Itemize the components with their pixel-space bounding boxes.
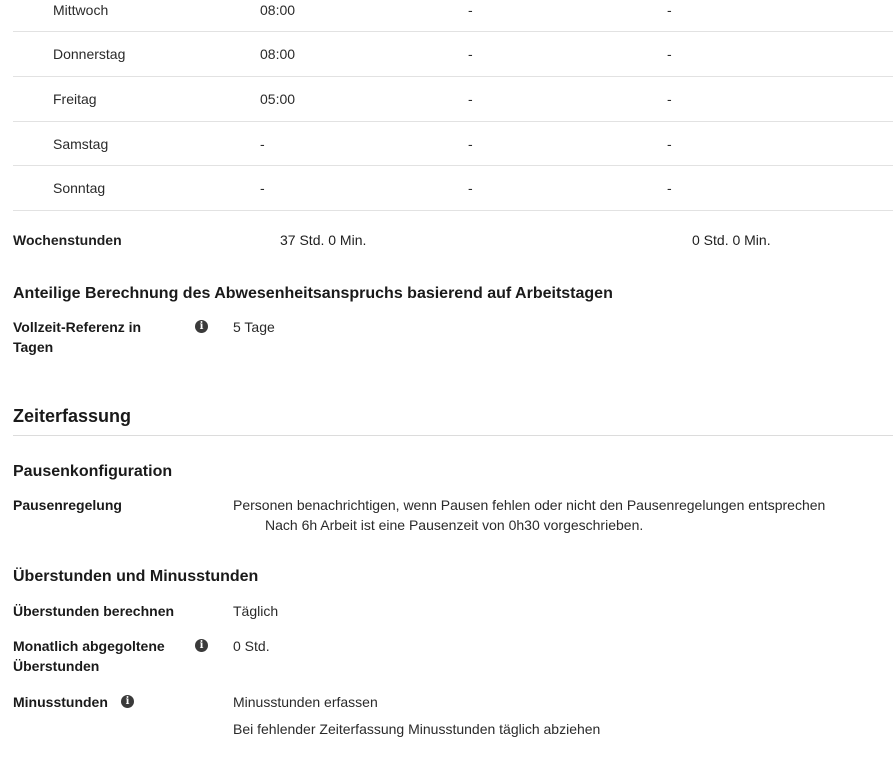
- section-divider: [13, 435, 893, 436]
- monthly-overtime-value: 0 Std.: [233, 638, 270, 654]
- fulltime-reference-label-line1: Vollzeit-Referenz in: [13, 319, 142, 335]
- monthly-overtime-label: [13, 636, 165, 676]
- hours-value: 08:00: [260, 46, 296, 62]
- table-row: [13, 32, 893, 77]
- col3-value: -: [667, 91, 672, 107]
- col2-value: -: [468, 135, 473, 152]
- table-row: [13, 166, 893, 211]
- overtime-calc-label: Überstunden berechnen: [13, 603, 175, 619]
- break-rule-detail: Nach 6h Arbeit ist eine Pausenzeit von 0h30 vorgeschrieben.: [265, 517, 644, 533]
- section-title-time-tracking: Zeiterfassung: [13, 406, 132, 426]
- break-rule-value: Personen benachrichtigen, wenn Pausen fehlen oder nicht den Pausenregelungen entsprechen: [233, 497, 826, 513]
- col3-value: -: [667, 135, 672, 152]
- table-row: [13, 77, 893, 122]
- day-label: Mittwoch: [53, 1, 109, 18]
- weekly-hours-value: 37 Std. 0 Min.: [280, 232, 367, 248]
- day-label: Freitag: [53, 91, 97, 107]
- monthly-overtime-label-line2: Überstunden: [13, 658, 100, 674]
- hours-value: 05:00: [260, 91, 296, 107]
- monthly-overtime-label-line1: Monatlich abgegoltene: [13, 638, 165, 654]
- break-config-heading: Pausenkonfiguration: [13, 463, 173, 480]
- fulltime-reference-label: [13, 317, 141, 357]
- day-label: Donnerstag: [53, 46, 126, 62]
- table-row: [13, 0, 893, 32]
- col2-value: -: [468, 1, 473, 18]
- minus-hours-value: Minusstunden erfassen: [233, 694, 378, 710]
- col3-value: -: [667, 46, 672, 62]
- hours-value: -: [260, 180, 265, 196]
- absence-heading: Anteilige Berechnung des Abwesenheitsanspruchs basierend auf Arbeitstagen: [13, 285, 613, 302]
- col2-value: -: [468, 180, 473, 196]
- col2-value: -: [468, 91, 473, 107]
- col2-value: -: [468, 46, 473, 62]
- col3-value: -: [667, 1, 672, 18]
- info-icon[interactable]: i: [121, 695, 134, 708]
- info-icon[interactable]: i: [195, 320, 208, 333]
- overtime-calc-value: Täglich: [233, 603, 279, 619]
- weekly-hours-label: Wochenstunden: [13, 232, 122, 248]
- weekly-hours-secondary-value: 0 Std. 0 Min.: [692, 232, 771, 248]
- hours-value: 08:00: [260, 1, 296, 18]
- minus-hours-label: Minusstunden: [13, 694, 108, 710]
- fulltime-reference-value: 5 Tage: [233, 319, 275, 335]
- day-label: Sonntag: [53, 180, 106, 196]
- fulltime-reference-label-line2: Tagen: [13, 339, 54, 355]
- break-rule-label: Pausenregelung: [13, 497, 122, 513]
- hours-value: -: [260, 135, 265, 152]
- info-icon[interactable]: i: [195, 639, 208, 652]
- col3-value: -: [667, 180, 672, 196]
- overtime-heading: Überstunden und Minusstunden: [13, 568, 259, 585]
- table-row: [13, 122, 893, 166]
- day-label: Samstag: [53, 135, 109, 152]
- minus-hours-detail: Bei fehlender Zeiterfassung Minusstunden täglich abziehen: [233, 721, 601, 737]
